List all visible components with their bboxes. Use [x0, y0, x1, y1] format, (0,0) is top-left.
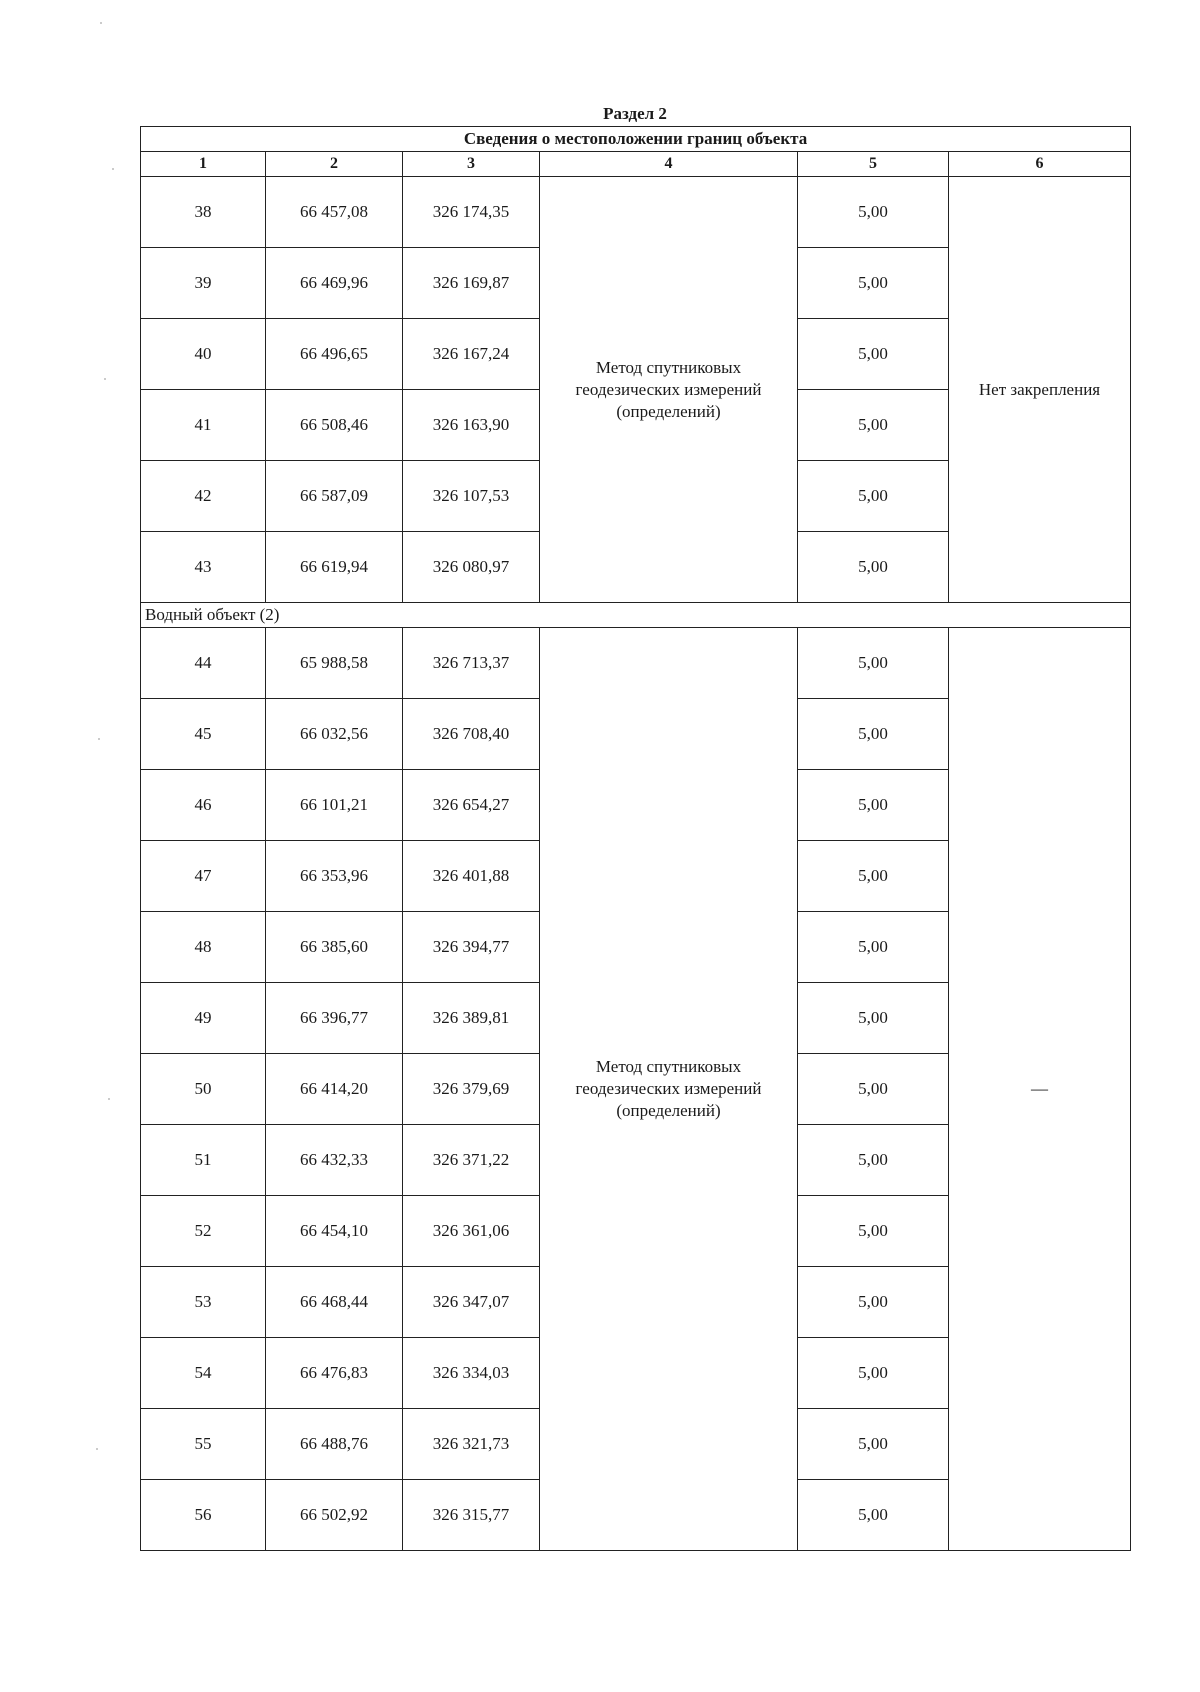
section-title: Раздел 2 [603, 104, 667, 123]
coordinate-y-cell: 326 708,40 [403, 699, 540, 770]
method-text-line: геодезических измерений [575, 1079, 762, 1098]
accuracy-cell: 5,00 [798, 1409, 949, 1480]
point-number-cell: 41 [141, 390, 266, 461]
accuracy-cell: 5,00 [798, 177, 949, 248]
accuracy-cell: 5,00 [798, 461, 949, 532]
accuracy-cell: 5,00 [798, 841, 949, 912]
table-row [141, 177, 1131, 248]
method-text-line: геодезических измерений [575, 379, 762, 399]
scan-speck [104, 378, 106, 380]
coordinate-y-cell: 326 080,97 [403, 532, 540, 603]
coordinate-x-cell: 66 496,65 [266, 319, 403, 390]
coordinate-y-cell: 326 321,73 [403, 1409, 540, 1480]
coordinate-x-cell: 66 101,21 [266, 770, 403, 841]
coordinate-y-cell: 326 379,69 [403, 1054, 540, 1125]
column-number: 6 [949, 152, 1131, 177]
point-number-cell: 52 [141, 1196, 266, 1267]
column-number: 3 [403, 152, 540, 177]
accuracy-cell: 5,00 [798, 390, 949, 461]
point-number-cell: 49 [141, 983, 266, 1054]
accuracy-cell: 5,00 [798, 1480, 949, 1551]
point-number-cell: 40 [141, 319, 266, 390]
coordinate-x-cell: 66 353,96 [266, 841, 403, 912]
coordinate-y-cell: 326 371,22 [403, 1125, 540, 1196]
coordinate-x-cell: 66 508,46 [266, 390, 403, 461]
point-number-cell: 46 [141, 770, 266, 841]
point-number-cell: 38 [141, 177, 266, 248]
coordinate-x-cell: 66 619,94 [266, 532, 403, 603]
scan-speck [112, 168, 114, 170]
accuracy-cell: 5,00 [798, 1196, 949, 1267]
coordinate-x-cell: 66 502,92 [266, 1480, 403, 1551]
point-number-cell: 47 [141, 841, 266, 912]
column-number: 4 [540, 152, 798, 177]
group-label: Водный объект (2) [141, 603, 1131, 628]
accuracy-cell: 5,00 [798, 1125, 949, 1196]
point-number-cell: 45 [141, 699, 266, 770]
method-text-line: (определений) [616, 401, 721, 421]
point-number-cell: 43 [141, 532, 266, 603]
method-text-line: Метод спутниковых [595, 357, 742, 377]
coordinate-x-cell: 66 432,33 [266, 1125, 403, 1196]
table-caption-row [141, 127, 1131, 152]
accuracy-cell: 5,00 [798, 1267, 949, 1338]
coordinate-y-cell: 326 334,03 [403, 1338, 540, 1409]
coordinate-x-cell: 66 396,77 [266, 983, 403, 1054]
accuracy-cell: 5,00 [798, 983, 949, 1054]
point-number-cell: 53 [141, 1267, 266, 1338]
coordinate-x-cell: 66 469,96 [266, 248, 403, 319]
coordinate-y-cell: 326 174,35 [403, 177, 540, 248]
scan-speck [108, 1098, 110, 1100]
group-label-row [141, 603, 1131, 628]
point-number-cell: 54 [141, 1338, 266, 1409]
scan-speck [96, 1448, 98, 1450]
accuracy-cell: 5,00 [798, 628, 949, 699]
column-numbers-row [141, 152, 1131, 177]
coordinate-y-cell: 326 361,06 [403, 1196, 540, 1267]
coordinate-y-cell: 326 347,07 [403, 1267, 540, 1338]
coordinate-y-cell: 326 389,81 [403, 983, 540, 1054]
point-number-cell: 51 [141, 1125, 266, 1196]
point-number-cell: 55 [141, 1409, 266, 1480]
fixation-cell: — [949, 628, 1131, 1551]
method-cell [540, 177, 798, 603]
coordinate-y-cell: 326 394,77 [403, 912, 540, 983]
accuracy-cell: 5,00 [798, 532, 949, 603]
point-number-cell: 48 [141, 912, 266, 983]
point-number-cell: 56 [141, 1480, 266, 1551]
method-cell [540, 628, 798, 1551]
coordinate-x-cell: 66 032,56 [266, 699, 403, 770]
method-text-line: (определений) [616, 1101, 721, 1120]
accuracy-cell: 5,00 [798, 1338, 949, 1409]
coordinate-y-cell: 326 167,24 [403, 319, 540, 390]
coordinate-x-cell: 66 414,20 [266, 1054, 403, 1125]
accuracy-cell: 5,00 [798, 319, 949, 390]
point-number-cell: 42 [141, 461, 266, 532]
coordinate-y-cell: 326 169,87 [403, 248, 540, 319]
coordinate-y-cell: 326 654,27 [403, 770, 540, 841]
column-number: 1 [141, 152, 266, 177]
coordinate-y-cell: 326 163,90 [403, 390, 540, 461]
coordinate-x-cell: 66 385,60 [266, 912, 403, 983]
coordinate-y-cell: 326 107,53 [403, 461, 540, 532]
method-text-line: Метод спутниковых [595, 1057, 742, 1076]
point-number-cell: 44 [141, 628, 266, 699]
coordinate-x-cell: 66 457,08 [266, 177, 403, 248]
coordinate-y-cell: 326 401,88 [403, 841, 540, 912]
accuracy-cell: 5,00 [798, 699, 949, 770]
accuracy-cell: 5,00 [798, 912, 949, 983]
coordinate-x-cell: 66 476,83 [266, 1338, 403, 1409]
coordinate-y-cell: 326 315,77 [403, 1480, 540, 1551]
point-number-cell: 39 [141, 248, 266, 319]
point-number-cell: 50 [141, 1054, 266, 1125]
coordinate-x-cell: 66 454,10 [266, 1196, 403, 1267]
column-number: 2 [266, 152, 403, 177]
fixation-cell: Нет закрепления [949, 177, 1131, 603]
coordinate-x-cell: 66 587,09 [266, 461, 403, 532]
coordinate-x-cell: 65 988,58 [266, 628, 403, 699]
table-caption: Сведения о местоположении границ объекта [141, 127, 1131, 152]
accuracy-cell: 5,00 [798, 1054, 949, 1125]
accuracy-cell: 5,00 [798, 770, 949, 841]
coordinate-x-cell: 66 488,76 [266, 1409, 403, 1480]
boundary-coordinates-table [140, 126, 1131, 1551]
coordinate-x-cell: 66 468,44 [266, 1267, 403, 1338]
accuracy-cell: 5,00 [798, 248, 949, 319]
table-row [141, 628, 1131, 699]
scan-speck [100, 22, 102, 24]
column-number: 5 [798, 152, 949, 177]
scan-speck [98, 738, 100, 740]
coordinate-y-cell: 326 713,37 [403, 628, 540, 699]
